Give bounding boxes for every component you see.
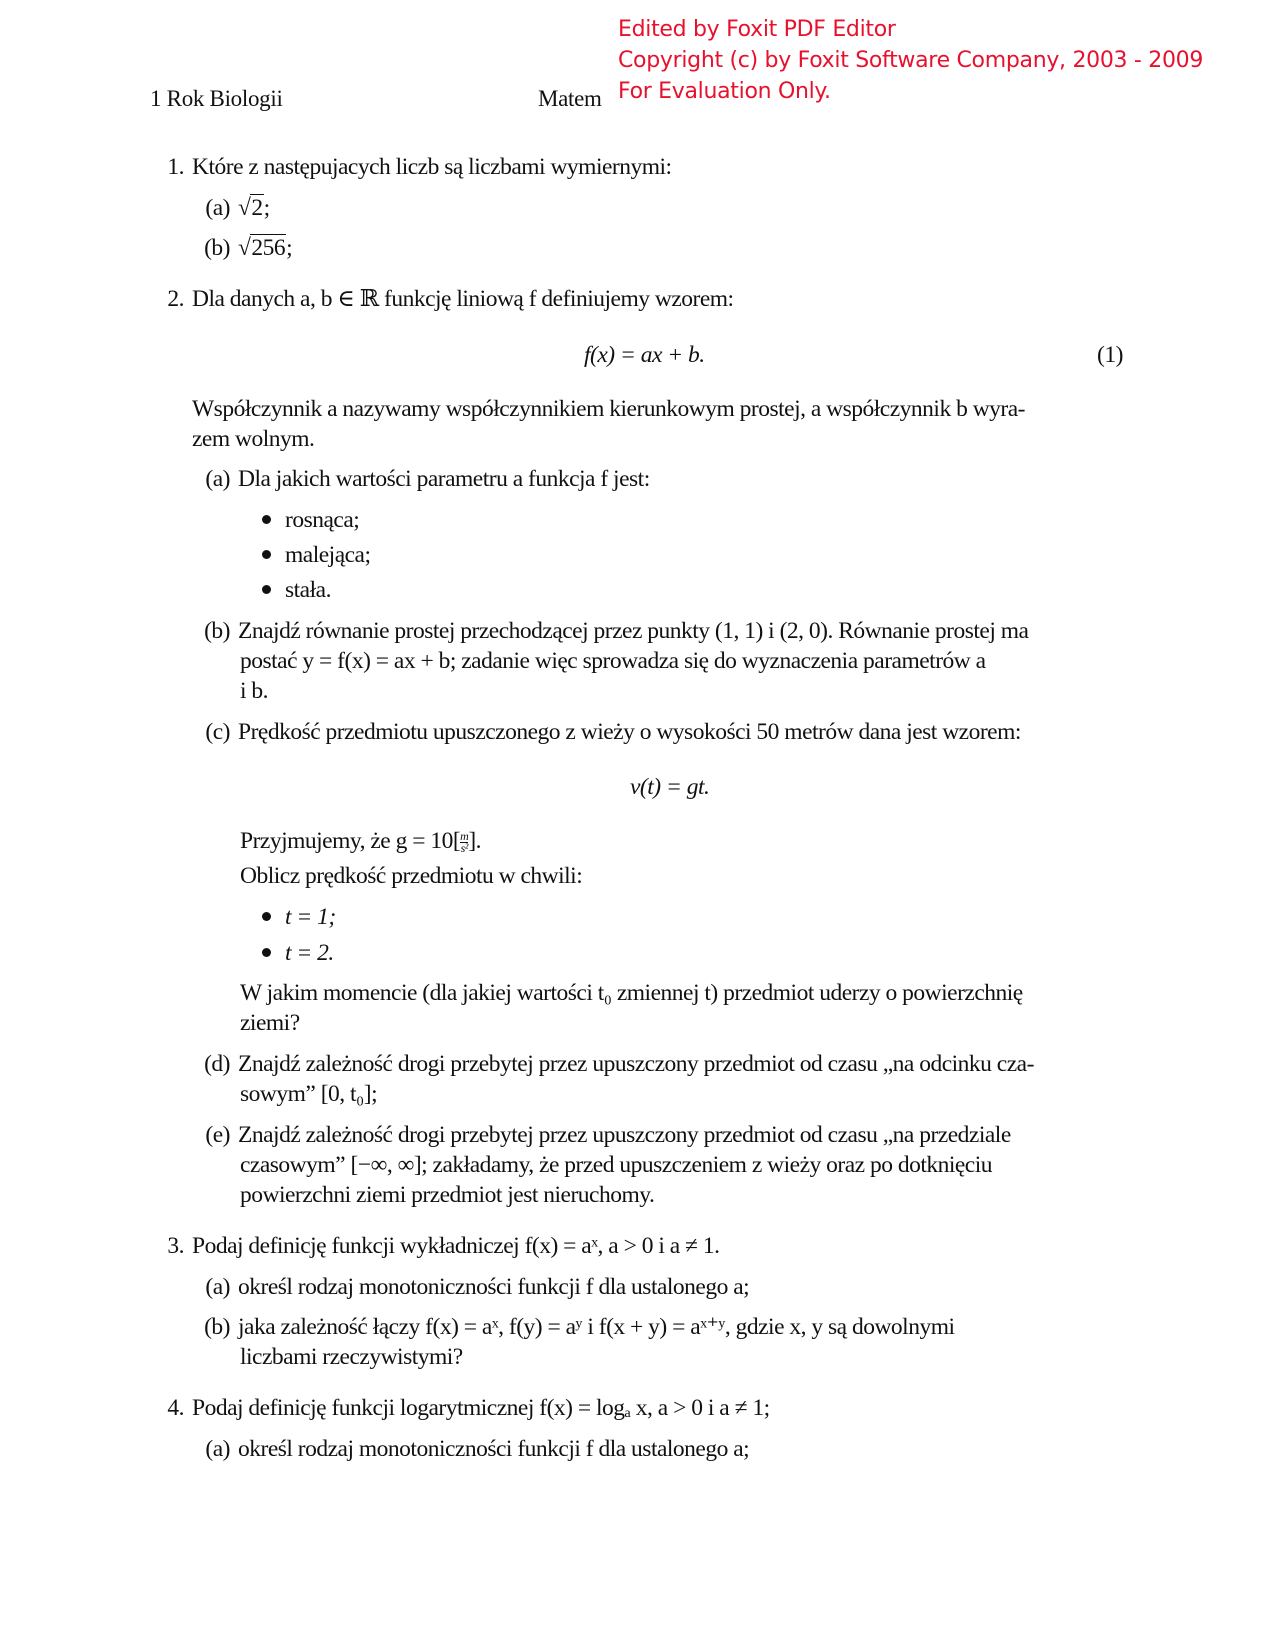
q2-sub-b: (b) Znajdź równanie prostej przechodzącej przez punkty (1, 1) i (2, 0). Równanie prostej ma bbox=[186, 616, 1028, 646]
option-label: (b) bbox=[204, 1314, 230, 1340]
question-text: Podaj definicję funkcji logarytmicznej f(x) = logₐ x, a > 0 i a ≠ 1; bbox=[192, 1395, 770, 1421]
question-2 bbox=[150, 284, 734, 314]
q2-sub-c-calc: Oblicz prędkość przedmiotu w chwili: bbox=[240, 863, 583, 889]
bullet-icon bbox=[262, 912, 271, 921]
bullet-icon bbox=[262, 515, 271, 524]
q2-sub-e-line-2: czasowym” [−∞, ∞]; zakładamy, że przed upuszczeniem z wieży oraz po dotknięciu bbox=[240, 1152, 993, 1178]
q2-sub-d: (d) Znajdź zależność drogi przebytej przez upuszczony przedmiot od czasu „na odcinku cza- bbox=[186, 1049, 1034, 1079]
q2-sub-d-line-2: sowym” [0, t₀]; bbox=[240, 1081, 378, 1107]
q3-sub-b-line-2: liczbami rzeczywistymi? bbox=[240, 1344, 463, 1370]
sqrt-symbol: √2 bbox=[238, 195, 263, 221]
q2-sub-a: (a) Dla jakich wartości parametru a funkcja f jest: bbox=[186, 464, 650, 494]
bullet-item: t = 1; bbox=[262, 902, 336, 932]
option-label: (e) bbox=[205, 1122, 230, 1148]
q1-option-a: (a) √2; bbox=[186, 193, 270, 223]
equation-velocity: v(t) = gt. bbox=[630, 774, 710, 800]
option-label: (d) bbox=[204, 1051, 230, 1077]
question-number: 3. bbox=[167, 1233, 184, 1259]
bullet-item: malejąca; bbox=[262, 540, 371, 570]
q4-sub-a: (a) określ rodzaj monotoniczności funkcji f dla ustalonego a; bbox=[186, 1434, 749, 1464]
question-1 bbox=[150, 152, 672, 182]
option-label: (a) bbox=[205, 1436, 230, 1462]
q3-sub-b: (b) jaka zależność łączy f(x) = aˣ, f(y) = aʸ i f(x + y) = aˣ⁺ʸ, gdzie x, y są dowolnymi bbox=[186, 1312, 955, 1342]
option-label: (c) bbox=[205, 719, 230, 745]
q2-paragraph-line-2: zem wolnym. bbox=[192, 426, 315, 452]
q2-sub-e-line-3: powierzchni ziemi przedmiot jest nieruchomy. bbox=[240, 1182, 655, 1208]
q2-sub-e: (e) Znajdź zależność drogi przebytej przez upuszczony przedmiot od czasu „na przedziale bbox=[186, 1120, 1011, 1150]
watermark-line-2: Copyright (c) by Foxit Software Company, 2003 - 2009 bbox=[618, 48, 1204, 73]
bullet-item: t = 2. bbox=[262, 938, 334, 968]
header-subject: Matem bbox=[538, 86, 602, 111]
option-label: (b) bbox=[204, 618, 230, 644]
q2-sub-c: (c) Prędkość przedmiotu upuszczonego z wieży o wysokości 50 metrów dana jest wzorem: bbox=[186, 717, 1021, 747]
equation-linear: f(x) = ax + b. bbox=[584, 342, 705, 368]
question-number: 2. bbox=[167, 286, 184, 312]
question-number: 1. bbox=[167, 154, 184, 180]
bullet-icon bbox=[262, 948, 271, 957]
header-course: 1 Rok Biologii bbox=[150, 86, 283, 111]
watermark-line-1: Edited by Foxit PDF Editor bbox=[618, 17, 896, 42]
question-number: 4. bbox=[167, 1395, 184, 1421]
bullet-item: rosnąca; bbox=[262, 505, 359, 535]
option-label: (a) bbox=[205, 195, 230, 221]
q2-sub-c-assumption: Przyjmujemy, że g = 10[ $\frac{m}{\text{s²}}$ ]. bbox=[240, 828, 482, 856]
option-label: (a) bbox=[205, 466, 230, 492]
question-4 bbox=[150, 1393, 770, 1423]
q2-paragraph-line-1: Współczynnik a nazywamy współczynnikiem kierunkowym prostej, a współczynnik b wyra- bbox=[192, 396, 1026, 422]
q2-sub-c-question-line-2: ziemi? bbox=[240, 1010, 300, 1036]
option-label: (b) bbox=[204, 235, 230, 261]
question-text: Które z następujacych liczb są liczbami wymiernymi: bbox=[192, 154, 672, 180]
equation-number: (1) bbox=[1097, 342, 1123, 368]
fraction-units: $\frac{m}{\text{s²}}$ bbox=[460, 829, 469, 856]
bullet-icon bbox=[262, 585, 271, 594]
q3-sub-a: (a) określ rodzaj monotoniczności funkcji f dla ustalonego a; bbox=[186, 1272, 749, 1302]
question-text: Dla danych a, b ∈ ℝ funkcję liniową f definiujemy wzorem: bbox=[192, 286, 734, 312]
watermark-line-3: For Evaluation Only. bbox=[618, 79, 831, 104]
bullet-icon bbox=[262, 550, 271, 559]
q2-sub-c-question-line-1: W jakim momencie (dla jakiej wartości t₀ zmiennej t) przedmiot uderzy o powierzchnię bbox=[240, 980, 1023, 1006]
bullet-item: stała. bbox=[262, 575, 331, 605]
sqrt-symbol: √256 bbox=[238, 235, 286, 261]
question-text: Podaj definicję funkcji wykładniczej f(x) = aˣ, a > 0 i a ≠ 1. bbox=[192, 1233, 720, 1259]
q2-sub-b-line-2: postać y = f(x) = ax + b; zadanie więc sprowadza się do wyznaczenia parametrów a bbox=[240, 648, 986, 674]
q1-option-b: (b) √256; bbox=[186, 233, 292, 263]
q2-sub-b-line-3: i b. bbox=[240, 678, 269, 704]
option-label: (a) bbox=[205, 1274, 230, 1300]
question-3 bbox=[150, 1231, 719, 1261]
